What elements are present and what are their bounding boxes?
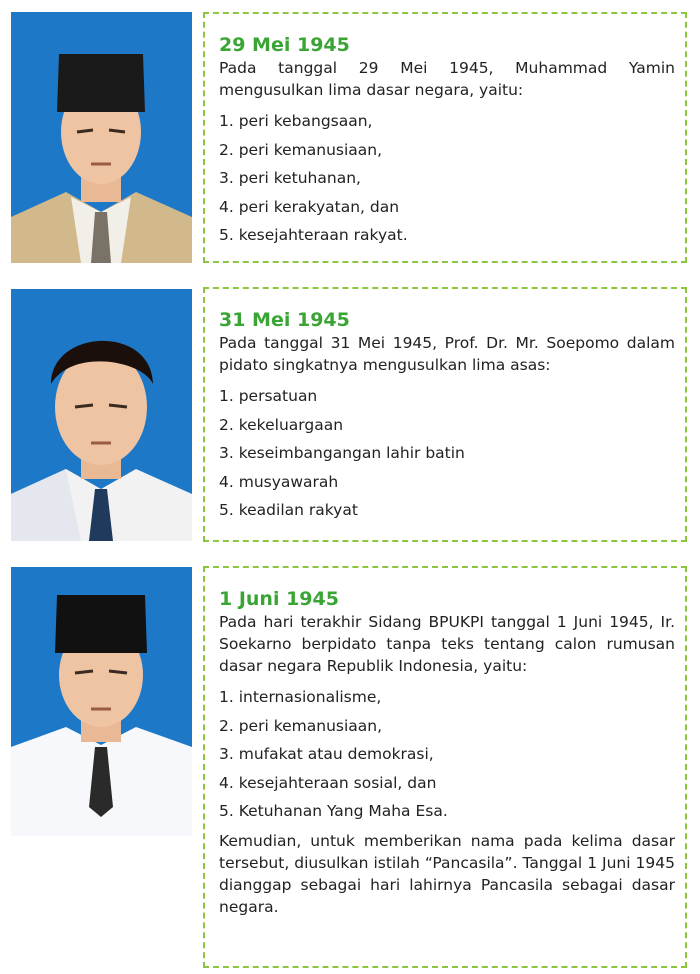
section-intro: Pada tanggal 31 Mei 1945, Prof. Dr. Mr. Soepomo dalam pidato singkatnya mengusulkan lima asas: bbox=[219, 334, 675, 374]
section-1945-05-31 bbox=[203, 287, 687, 542]
section-date: 29 Mei 1945 bbox=[219, 34, 350, 56]
list-item: 5. kesejahteraan rakyat. bbox=[219, 226, 408, 244]
proposal-list bbox=[219, 382, 675, 525]
list-item: 3. keseimbangangan lahir batin bbox=[219, 444, 465, 462]
list-item: 2. peri kemanusiaan, bbox=[219, 716, 383, 735]
proposal-list bbox=[219, 107, 675, 250]
list-item: 2. peri kemanusiaan, bbox=[219, 140, 383, 159]
section-date: 1 Juni 1945 bbox=[219, 588, 339, 610]
section-intro: Pada tanggal 29 Mei 1945, Muhammad Yamin mengusulkan lima dasar negara, yaitu: bbox=[219, 59, 675, 99]
list-item: 4. musyawarah bbox=[219, 472, 339, 491]
portrait-soekarno bbox=[11, 567, 192, 836]
list-item: 3. peri ketuhanan, bbox=[219, 169, 361, 187]
portrait-illustration bbox=[11, 12, 192, 263]
list-item: 1. persatuan bbox=[219, 387, 318, 405]
portrait-muhammad-yamin bbox=[11, 12, 192, 263]
list-item: 4. kesejahteraan sosial, dan bbox=[219, 773, 437, 792]
section-outro: Kemudian, untuk memberikan nama pada kelima dasar tersebut, diusulkan istilah “Pancasila”. Tanggal 1 Juni 1945 dianggap sebagai hari lahirnya Pancasila sebagai dasar negara. bbox=[219, 831, 675, 916]
portrait-illustration bbox=[11, 289, 192, 541]
section-date: 31 Mei 1945 bbox=[219, 309, 350, 331]
list-item: 1. internasionalisme, bbox=[219, 688, 382, 706]
list-item: 1. peri kebangsaan, bbox=[219, 112, 373, 130]
list-item: 5. Ketuhanan Yang Maha Esa. bbox=[219, 802, 448, 820]
list-item: 5. keadilan rakyat bbox=[219, 501, 358, 519]
section-1945-06-01 bbox=[203, 566, 687, 968]
list-item: 3. mufakat atau demokrasi, bbox=[219, 745, 434, 763]
list-item: 4. peri kerakyatan, dan bbox=[219, 197, 400, 216]
section-intro: Pada hari terakhir Sidang BPUKPI tanggal 1 Juni 1945, Ir. Soekarno berpidato tanpa teks tentang calon rumusan dasar negara Republik Indonesia, yaitu: bbox=[219, 613, 675, 675]
list-item: 2. kekeluargaan bbox=[219, 415, 344, 434]
portrait-illustration bbox=[11, 567, 192, 836]
portrait-soepomo bbox=[11, 289, 192, 541]
proposal-list bbox=[219, 683, 675, 826]
section-1945-05-29 bbox=[203, 12, 687, 263]
